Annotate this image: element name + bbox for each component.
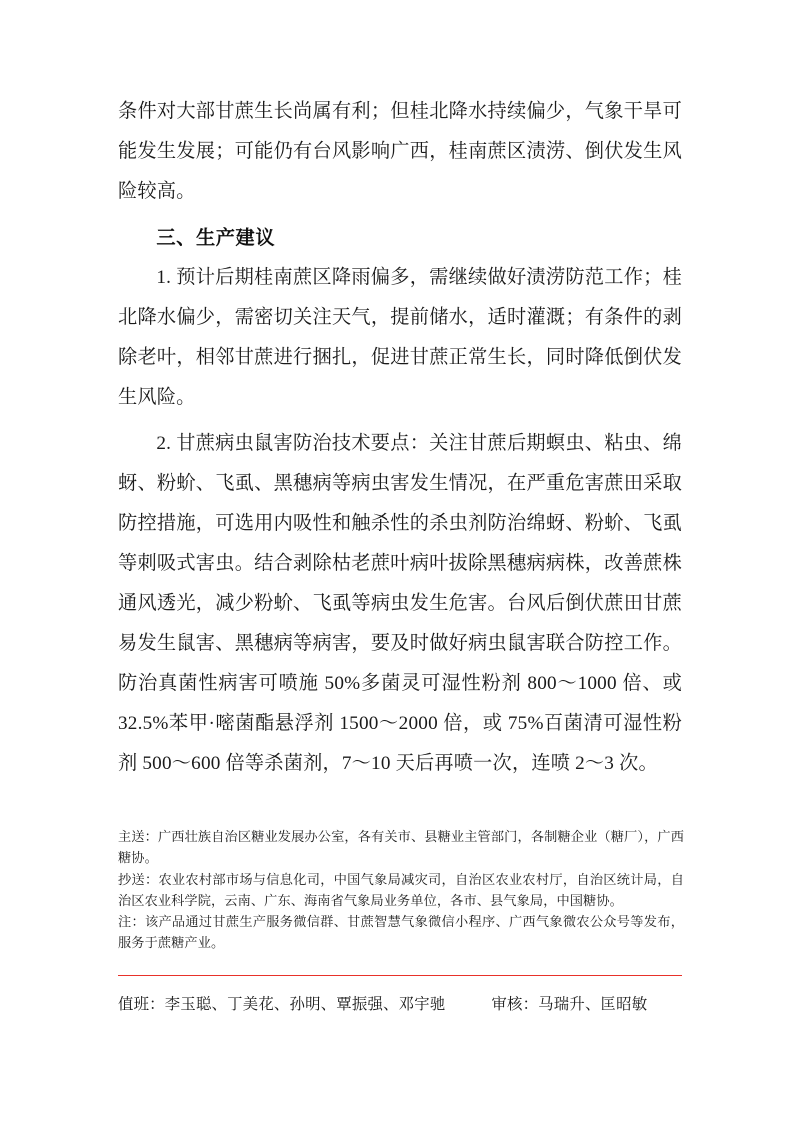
paragraph-item-2: 2. 甘蔗病虫鼠害防治技术要点：关注甘蔗后期螟虫、粘虫、绵蚜、粉蚧、飞虱、黑穗病等病虫害发生情况，在严重危害蔗田采取防控措施，可选用内吸性和触杀性的杀虫剂防治绵蚜、粉蚧、飞虱等刺吸式害虫。结合剥除枯老蔗叶病叶拔除黑穗病病株，改善蔗株通风透光，减少粉蚧、飞虱等病虫发生危害。台风后倒伏蔗田甘蔗易发生鼠害、黑穗病等病害，要及时做好病虫鼠害联合防控工作。防治真菌性病害可喷施 50%多菌灵可湿性粉剂 800～1000 倍、或 32.5%苯甲·嘧菌酯悬浮剂 1500～2000 倍，或 75%百菌清可湿性粉剂 500～600 倍等杀菌剂，7～10 天后再喷一次，连喷 2～3 次。 [118, 433, 682, 774]
paragraph-continued: 条件对大部甘蔗生长尚属有利；但桂北降水持续偏少，气象干旱可能发生发展；可能仍有台风影响广西，桂南蔗区渍涝、倒伏发生风险较高。 [118, 101, 682, 202]
footer-main-recipients: 主送：广西壮族自治区糖业发展办公室，各有关市、县糖业主管部门，各制糖企业（糖厂），广西糖协。 [118, 829, 684, 866]
footer-copy-recipients: 抄送：农业农村部市场与信息化司，中国气象局减灾司，自治区农业农村厅，自治区统计局，自治区农业科学院，云南、广东、海南省气象局业务单位，各市、县气象局，中国糖协。 [118, 871, 684, 908]
footer-note: 注：该产品通过甘蔗生产服务微信群、甘蔗智慧气象微信小程序、广西气象微农公众号等发布，服务于蔗糖产业。 [118, 914, 684, 951]
distribution-footer [118, 826, 684, 954]
paragraph-item-1: 1. 预计后期桂南蔗区降雨偏多，需继续做好渍涝防范工作；桂北降水偏少，需密切关注天气，提前储水，适时灌溉；有条件的剥除老叶，相邻甘蔗进行捆扎，促进甘蔗正常生长，同时降低倒伏发生风险。 [118, 267, 682, 408]
signoff-review: 审核：马瑞升、匡昭敏 [491, 996, 648, 1013]
section-heading-production-advice: 三、生产建议 [156, 226, 276, 249]
signoff-row [118, 992, 682, 1018]
signoff-duty: 值班：李玉聪、丁美花、孙明、覃振强、邓宇驰 [118, 996, 446, 1013]
document-body [118, 92, 682, 784]
footer-divider-rule [118, 975, 682, 976]
